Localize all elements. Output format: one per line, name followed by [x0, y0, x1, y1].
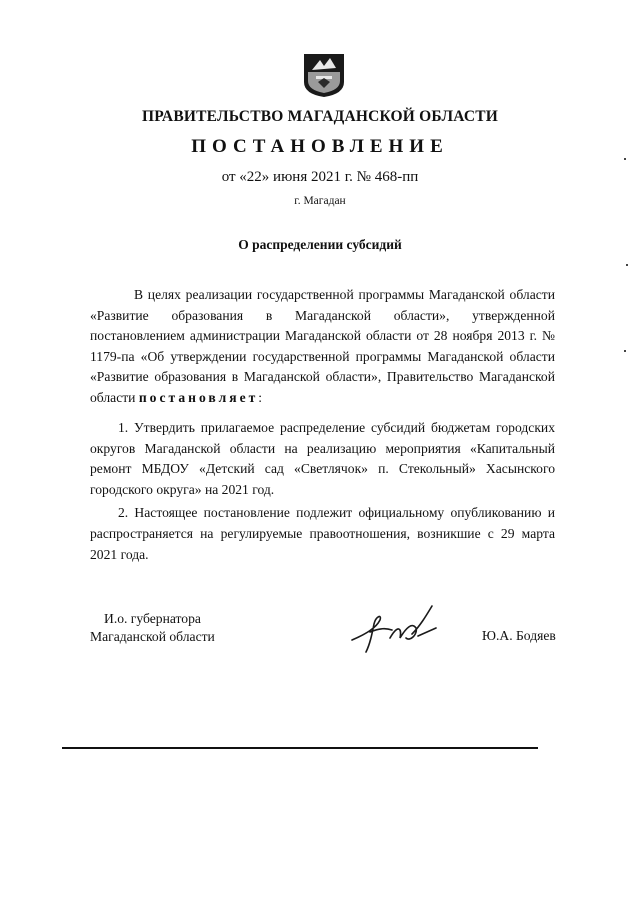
scan-speck — [624, 350, 626, 352]
decree-items — [90, 418, 555, 568]
preamble-text: В целях реализации государственной программы Магаданской области «Развитие образования в Магаданской области», утвержденной постановлением администрации Магаданской области от 28 ноября 2013 г. № 1179-па «Об утверждении государственной программы Магаданской области «Развитие образования в Магаданской области», Правительство Магаданской области — [90, 287, 555, 405]
decree-word: постановляет — [138, 389, 259, 405]
footer-divider — [62, 747, 538, 749]
handwritten-signature — [346, 598, 446, 658]
preamble-colon: : — [258, 389, 263, 405]
signatory-role-line: Магаданской области — [90, 629, 215, 644]
signatory-position — [90, 610, 215, 646]
coat-of-arms-icon — [302, 52, 346, 98]
decree-item: 1. Утвердить прилагаемое распределение субсидий бюджетам городских округов Магаданской области на реализацию мероприятия «Капитальный ремонт МБДОУ «Детский сад «Светлячок» п. Стекольный» Хасынского городского округа» на 2021 год. — [90, 420, 555, 497]
preamble — [90, 285, 555, 409]
organization-title: ПРАВИТЕЛЬСТВО МАГАДАНСКОЙ ОБЛАСТИ — [141, 108, 499, 125]
decree-item: 2. Настоящее постановление подлежит официальному опубликованию и распространяется на регулируемые правоотношения, возникшие с 29 марта 2021 года. — [90, 505, 555, 562]
scan-speck — [624, 158, 626, 160]
preamble-paragraph — [90, 285, 555, 409]
document-city: г. Магадан — [294, 195, 346, 207]
signatory-role-line: И.о. губернатора — [104, 611, 201, 626]
document-type: ПОСТАНОВЛЕНИЕ — [191, 136, 449, 157]
document-date-number: от «22» июня 2021 г. № 468-пп — [221, 169, 419, 185]
signatory-name: Ю.А. Бодяев — [482, 628, 556, 643]
scan-speck — [626, 264, 628, 266]
document-subject: О распределении субсидий — [238, 237, 402, 252]
